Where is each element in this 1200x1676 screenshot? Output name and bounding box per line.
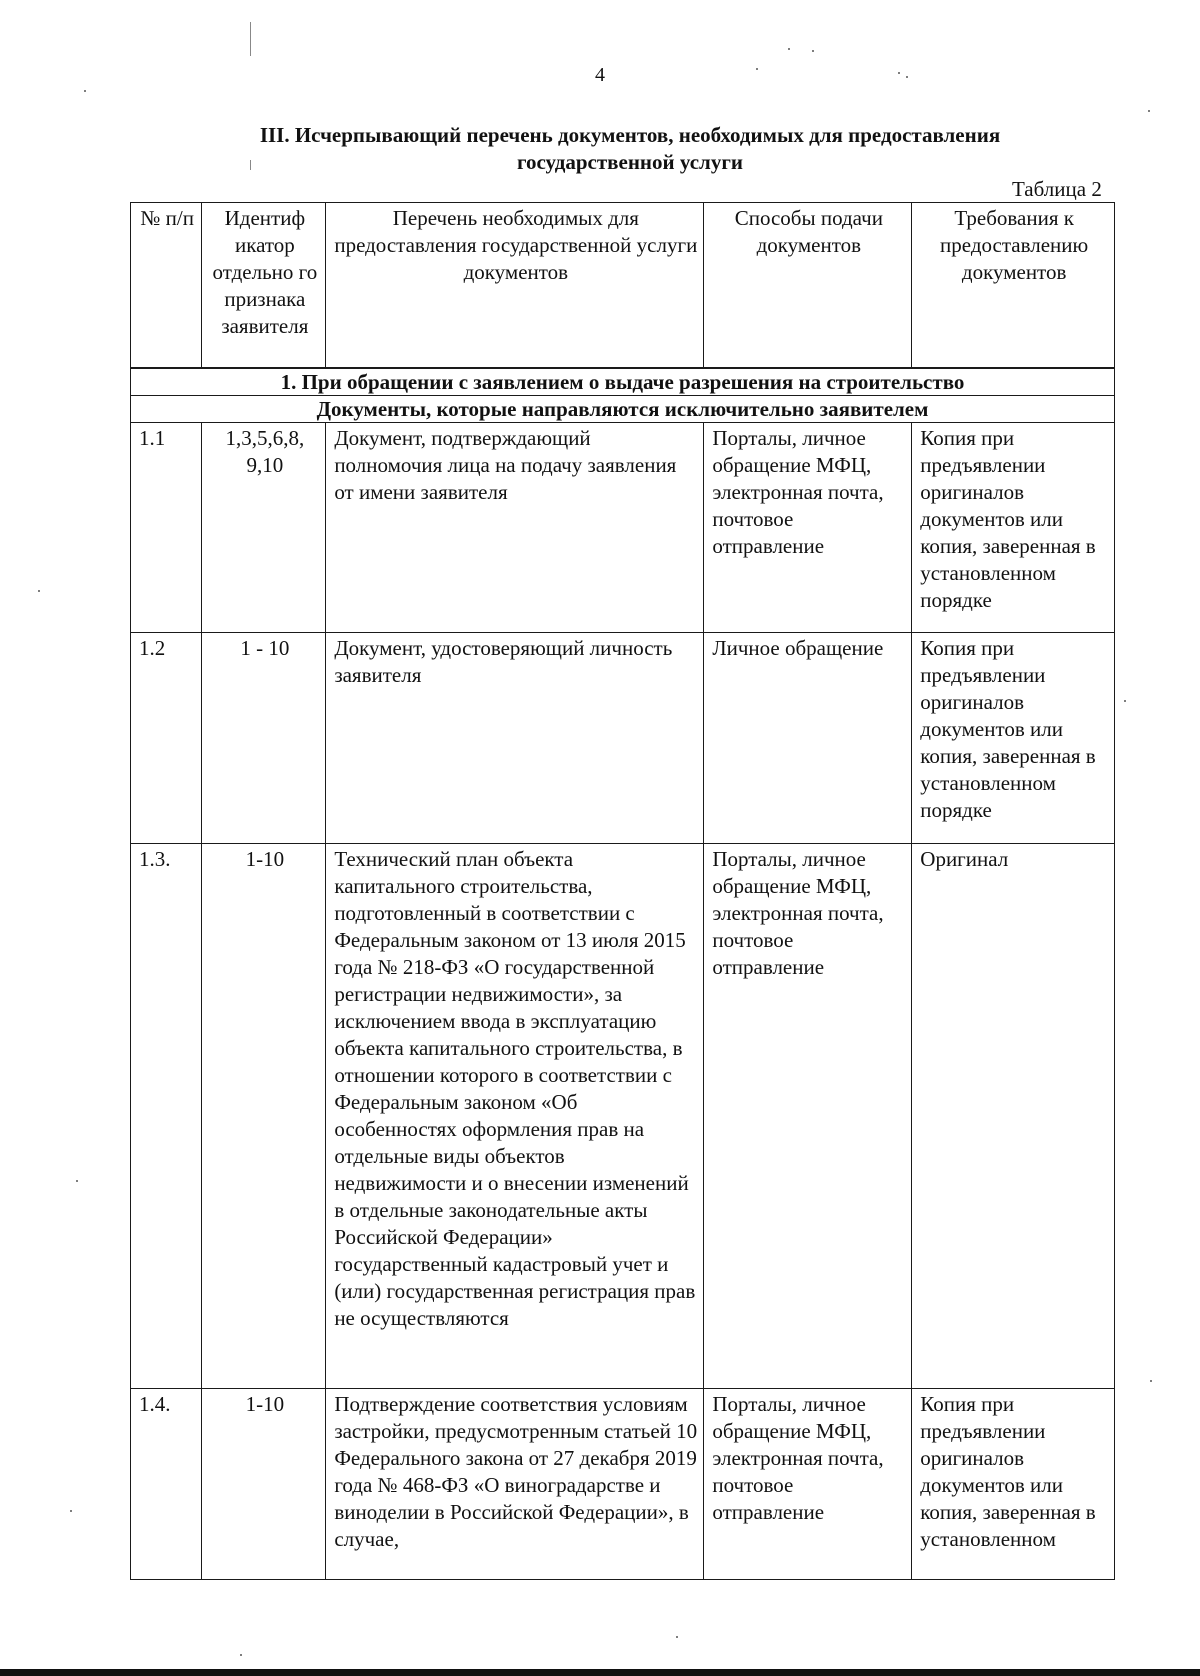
scan-speck: [1148, 110, 1150, 112]
title-line-1: III. Исчерпывающий перечень документов, необходимых для предоставления: [259, 123, 1001, 147]
scan-speck: [38, 590, 40, 592]
header-identifier: Идентиф икатор отдельно го признака заявителя: [202, 203, 326, 369]
row-document: Подтверждение соответствия условиям застройки, предусмотренным статьей 10 Федерального закона от 27 декабря 2019 года № 468-ФЗ «О виноградарстве и виноделии в Российской Федерации», в случае,: [326, 1389, 704, 1580]
row-number: 1.1: [131, 423, 202, 633]
scan-speck: [906, 76, 908, 78]
row-number: 1.4.: [131, 1389, 202, 1580]
row-requirement: Копия при предъявлении оригиналов документов или копия, заверенная в установленном порядке: [912, 423, 1115, 633]
table-row: [131, 1389, 1115, 1580]
row-method: Порталы, личное обращение МФЦ, электронная почта, почтовое отправление: [704, 423, 912, 633]
scan-speck: [1150, 1380, 1152, 1382]
table-header-row: [131, 203, 1115, 369]
row-document: Документ, подтверждающий полномочия лица на подачу заявления от имени заявителя: [326, 423, 704, 633]
row-identifier: 1 - 10: [202, 633, 326, 844]
scan-speck: [788, 48, 790, 50]
row-method: Личное обращение: [704, 633, 912, 844]
subsection-heading: Документы, которые направляются исключительно заявителем: [131, 396, 1115, 423]
header-requirements: Требования к предоставлению документов: [912, 203, 1115, 369]
document-title: [130, 122, 1130, 176]
scan-speck: [70, 1510, 72, 1512]
table-row: [131, 633, 1115, 844]
row-method: Порталы, личное обращение МФЦ, электронная почта, почтовое отправление: [704, 844, 912, 1389]
row-requirement: Копия при предъявлении оригиналов документов или копия, заверенная в установленном порядке: [912, 633, 1115, 844]
row-requirement: Оригинал: [912, 844, 1115, 1389]
row-document: Документ, удостоверяющий личность заявителя: [326, 633, 704, 844]
row-method: Порталы, личное обращение МФЦ, электронная почта, почтовое отправление: [704, 1389, 912, 1580]
section-heading: 1. При обращении с заявлением о выдаче разрешения на строительство: [131, 368, 1115, 396]
scan-bottom-edge: [0, 1669, 1200, 1676]
scan-speck: [1124, 700, 1126, 702]
documents-table: [130, 202, 1115, 1580]
subsection-row: [131, 396, 1115, 423]
title-line-2: государственной услуги: [517, 150, 743, 174]
table-caption: Таблица 2: [1012, 177, 1102, 201]
row-document: Технический план объекта капитального строительства, подготовленный в соответствии с Федеральным законом от 13 июля 2015 года № 218-ФЗ «О государственной регистрации недвижимости», за исключением ввода в эксплуатацию объекта капитального строительства, в отношении которого в соответствии с Федеральным законом «Об особенностях оформления прав на отдельные виды объектов недвижимости и о внесении изменений в отдельные законодательные акты Российской Федерации» государственный кадастровый учет и (или) государственная регистрация прав не осуществляются: [326, 844, 704, 1389]
scan-speck: [898, 72, 900, 74]
header-submission-methods: Способы подачи документов: [704, 203, 912, 369]
scan-speck: [756, 68, 758, 70]
scan-speck: [812, 50, 814, 52]
table-row: [131, 844, 1115, 1389]
scan-speck: [676, 1636, 678, 1638]
row-identifier: 1-10: [202, 1389, 326, 1580]
section-row: [131, 368, 1115, 396]
row-number: 1.2: [131, 633, 202, 844]
scan-speck: [84, 90, 86, 92]
scan-speck: [240, 1654, 242, 1656]
table-row: [131, 423, 1115, 633]
header-documents-list: Перечень необходимых для предоставления государственной услуги документов: [326, 203, 704, 369]
row-identifier: 1,3,5,6,8, 9,10: [202, 423, 326, 633]
page-number: 4: [595, 64, 605, 86]
scan-mark: [250, 22, 251, 56]
row-number: 1.3.: [131, 844, 202, 1389]
row-identifier: 1-10: [202, 844, 326, 1389]
row-requirement: Копия при предъявлении оригиналов документов или копия, заверенная в установленном: [912, 1389, 1115, 1580]
scan-speck: [76, 1180, 78, 1182]
scan-mark: [250, 160, 251, 170]
header-number: № п/п: [131, 203, 202, 369]
